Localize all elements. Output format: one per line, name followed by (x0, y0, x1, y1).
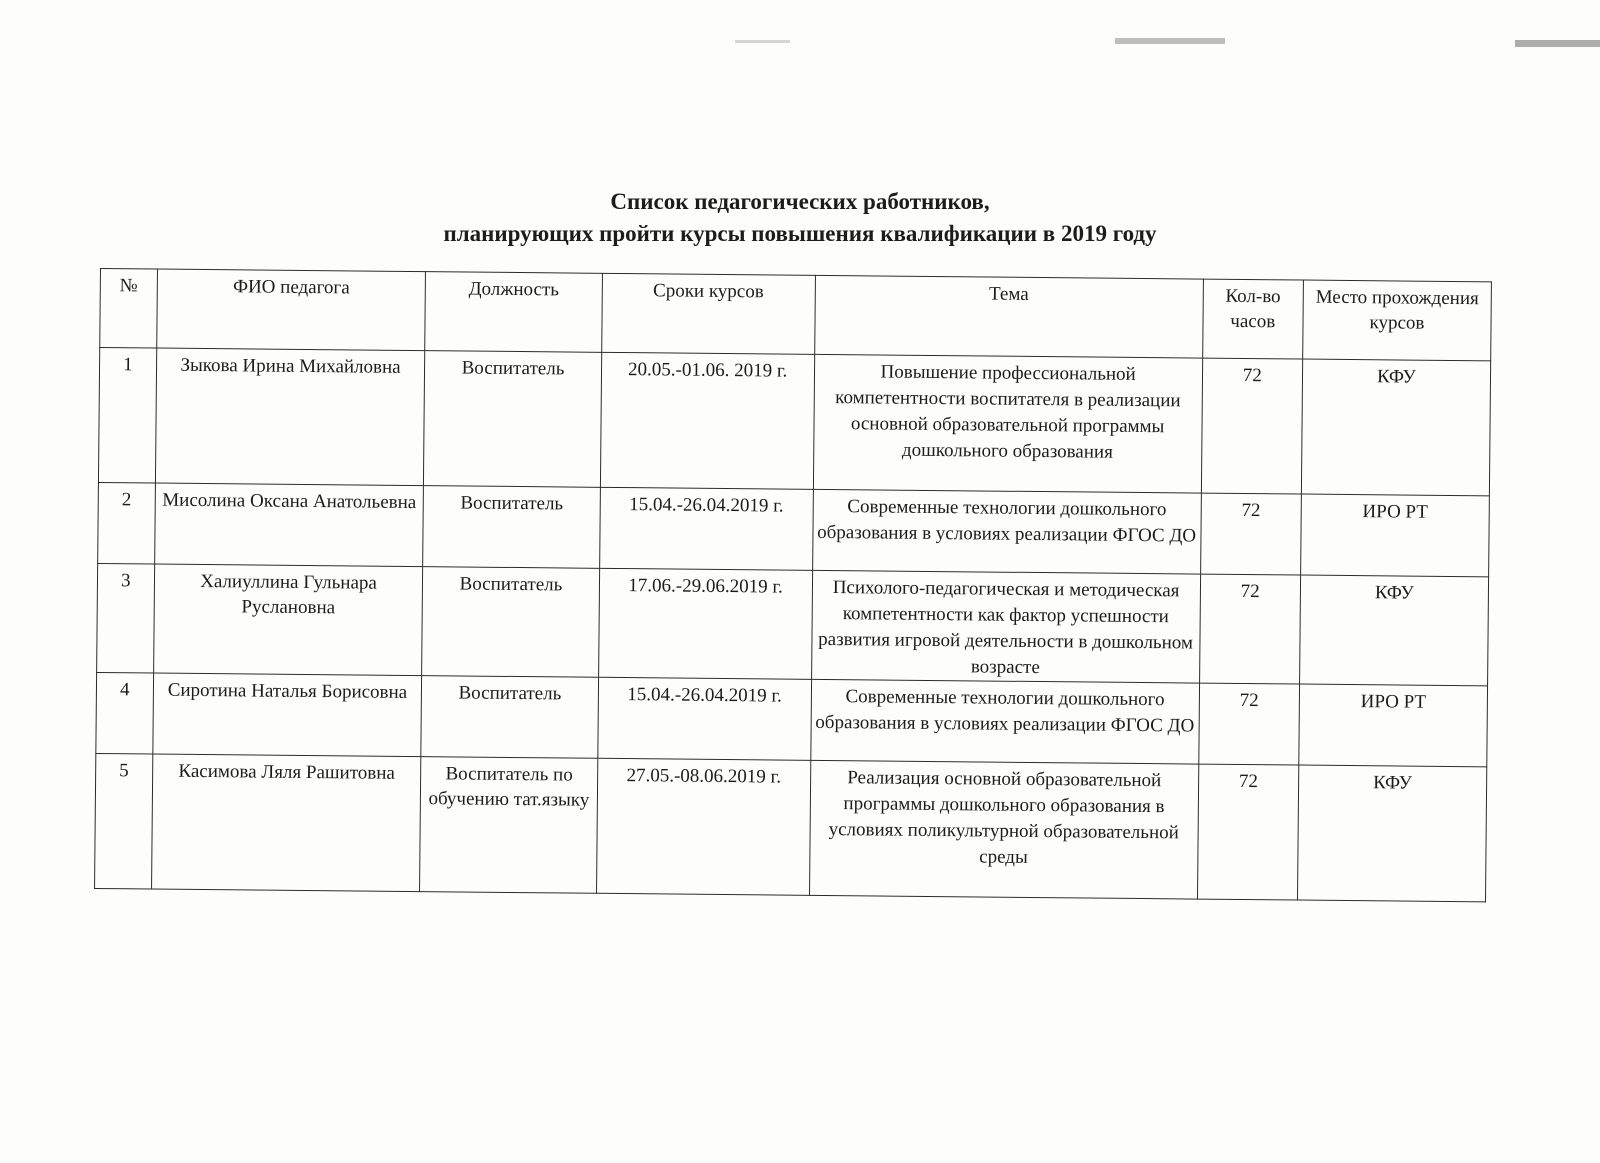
cell-num: 4 (96, 672, 153, 754)
table-row (96, 672, 1488, 766)
header-hours: Кол-во часов (1202, 279, 1303, 359)
cell-position: Воспитатель (421, 676, 598, 759)
cell-topic: Современные технологии дошкольного образования в условиях реализации ФГОС ДО (810, 679, 1199, 764)
cell-place: ИРО РТ (1301, 494, 1490, 577)
cell-num: 1 (98, 348, 156, 484)
header-position: Должность (425, 272, 602, 353)
document-title (0, 186, 1600, 250)
cell-hours: 72 (1199, 574, 1300, 684)
cell-position: Воспитатель (423, 486, 600, 569)
table-row (98, 482, 1490, 576)
header-num: № (100, 269, 157, 349)
cell-position: Воспитатель (424, 351, 601, 488)
table-row (95, 753, 1487, 901)
scan-artifact (735, 40, 790, 43)
cell-dates: 20.05.-01.06. 2019 г. (600, 352, 814, 489)
cell-topic: Современные технологии дошкольного образования в условиях реализации ФГОС ДО (812, 489, 1201, 574)
header-topic: Тема (814, 275, 1203, 358)
cell-place: КФУ (1301, 359, 1490, 496)
cell-name: Касимова Ляля Рашитовна (151, 754, 421, 892)
cell-name: Сиротина Наталья Борисовна (152, 673, 422, 757)
cell-topic: Повышение профессиональной компетентности воспитателя в реализации основной образовательной программы дошкольного образования (813, 354, 1202, 493)
cell-place: ИРО РТ (1299, 684, 1488, 767)
cell-position: Воспитатель по обучению тат.языку (420, 757, 597, 894)
cell-name: Мисолина Оксана Анатольевна (154, 483, 424, 567)
table-row (98, 348, 1490, 496)
cell-position: Воспитатель (422, 567, 599, 678)
cell-num: 5 (95, 753, 153, 889)
cell-hours: 72 (1200, 493, 1301, 575)
cell-dates: 15.04.-26.04.2019 г. (599, 487, 813, 570)
scan-artifact (1515, 40, 1600, 47)
cell-num: 3 (97, 563, 155, 673)
cell-dates: 15.04.-26.04.2019 г. (597, 677, 811, 760)
cell-topic: Реализация основной образовательной программы дошкольного образования в условиях поликультурной образовательной среды (809, 760, 1198, 899)
cell-hours: 72 (1197, 764, 1299, 900)
cell-num: 2 (98, 482, 155, 564)
header-name: ФИО педагога (156, 269, 426, 351)
table-header-row (100, 269, 1492, 361)
scan-artifact (1115, 38, 1225, 44)
header-dates: Сроки курсов (601, 273, 815, 354)
cell-name: Зыкова Ирина Михайловна (155, 348, 425, 486)
courses-table (94, 268, 1492, 902)
table-row (97, 563, 1489, 685)
header-place: Место прохождения курсов (1303, 280, 1492, 361)
cell-dates: 17.06.-29.06.2019 г. (598, 568, 812, 679)
cell-hours: 72 (1201, 358, 1303, 494)
title-line-1: Список педагогических работников, (610, 189, 990, 214)
cell-hours: 72 (1198, 683, 1299, 765)
cell-topic: Психолого-педагогическая и методическая компетентности как фактор успешности развития игровой деятельности в дошкольном возрасте (811, 570, 1200, 683)
title-line-2: планирующих пройти курсы повышения квалификации в 2019 году (443, 221, 1157, 246)
cell-place: КФУ (1297, 765, 1486, 902)
cell-name: Халиуллина Гульнара Руслановна (153, 564, 423, 676)
cell-place: КФУ (1300, 575, 1489, 686)
cell-dates: 27.05.-08.06.2019 г. (596, 758, 810, 895)
